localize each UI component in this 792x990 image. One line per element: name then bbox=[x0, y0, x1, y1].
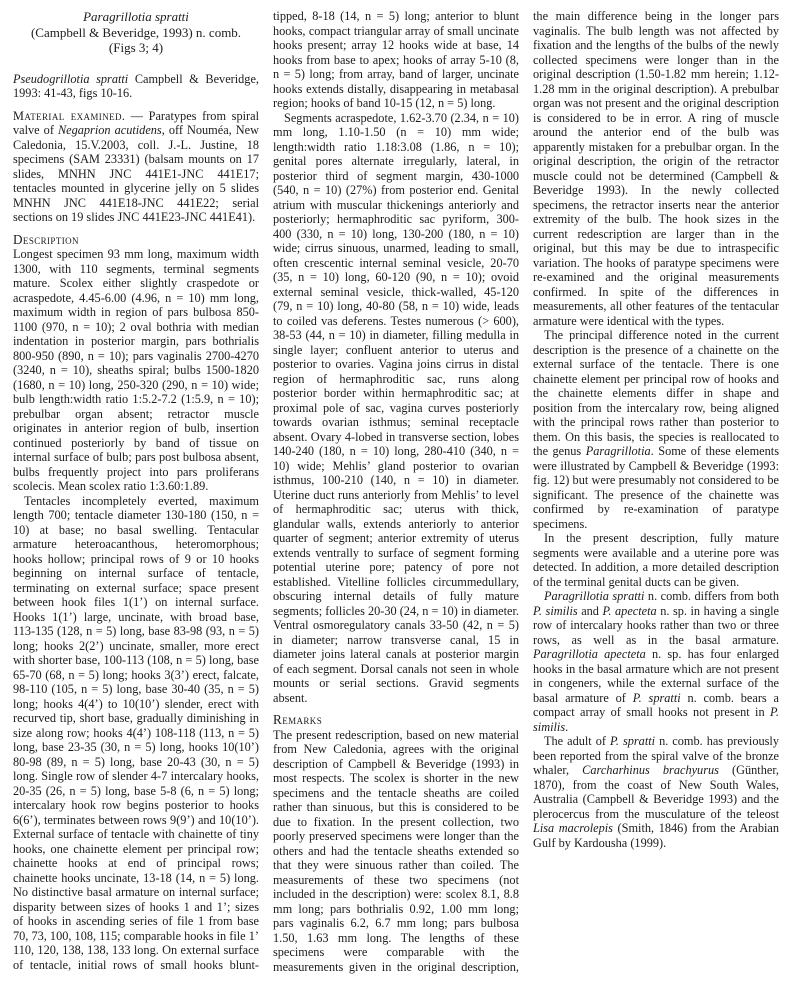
remarks-para-previous-records: The adult of P. spratti n. comb. has previously been reported from the spiral valve of the bronze whaler, Carcharhinus brachyurus (Günther, 1870), from the coast of New South Wales, Australia (Campbell & Beveridge 1993) and the plerocercus from the musculature of the teleost Lisa macrolepis (Smith, 1846) from the Arabian Gulf by Kardousha (1999). bbox=[533, 734, 780, 850]
remarks-para-uterine-pore: In the present description, fully mature segments were available and a uterine pore was detected. In addition, a more detailed description of the terminal genital ducts can be given. bbox=[533, 531, 779, 589]
description-heading: Description bbox=[13, 231, 79, 247]
material-examined: Material examined. — Paratypes from spiral valve of Negaprion acutidens, off Nouméa, New Caledonia, 15.V.2003, coll. J.-L. Justine, 18 specimens (SAM 23331) (balsam mounts on 17 slides, MNHN JNC 441E1-JNC 441E17; tentacles mounted in glycerine jelly on 5 slides MNHN JNC 441E18-JNC 441E22; serial sections on 19 slides JNC 441E23-JNC 441E41). bbox=[13, 108, 260, 224]
figure-reference: (Figs 3; 4) bbox=[108, 40, 164, 55]
taxon-title: Paragrillotia spratti bbox=[83, 9, 189, 24]
remarks-heading: Remarks bbox=[273, 712, 323, 727]
remarks-para-chainette: The principal difference noted in the current description is the presence of a chainette on the external surface of the tentacle. There is one chainette element per principal row of hooks and the chainette elements differ in shape and position from the intercalary row, being aligned with the principal rows rather than posterior to them. On this basis, the species is reallocated to the genus Paragrillotia. Some of these elements were illustrated by Campbell & Beveridge (1993: fig. 12) but were presumably not considered to be significant. The presence of the chainette was confirmed by re-examination of paratype specimens. bbox=[533, 328, 779, 531]
description-para-scolex: Longest specimen 93 mm long, maximum width 1300, with 110 segments, terminal segments mature. Scolex either slightly craspedote or acraspedote, 4.45-6.00 (4.96, n = 10) mm long, maximum width in region of pars bulbosa 850-1100 (970, n = 10); 2 oval bothria with median indentation in posterior margin, pars bothrialis 800-950 (890, n = 10); pars vaginalis 2700-4270 (3240, n = 10), sheaths spiral; bulbs 1500-1820 (1680, n = 10) long, 250-320 (290, n = 10) wide; bulb length:width ratio 1:5.2-7.2 (1:5.9, n = 10); prebulbar organ absent; retractor muscle originates in anterior region of bulb, insertion continued posteriorly by band of tissue on internal surface of bulb; pars post bulbosa absent, bulbs frequently project into pars proliferans scolecis. Mean scolex ratio 1:3.60:1.89. bbox=[13, 247, 259, 493]
taxon-header bbox=[13, 9, 259, 56]
description-para-segments: Segments acraspedote, 1.62-3.70 (2.34, n = 10) mm long, 1.10-1.50 (n = 10) mm wide; length:width ratio 1.18:3.08 (1.86, n = 10); genital pores alternate irregularly, lateral, in posterior third of segment margin, 430-1000 (540, n = 10) (27%) from posterior end. Genital atrium with muscular thickenings anteriorly and posteriorly; hermaphroditic sac pyriform, 300-400 (330, n = 10) long, 130-200 (180, n = 10) wide; cirrus sinuous, unarmed, leading to small, often crescentic internal seminal vesicle, 20-70 (35, n = 10) long, 60-120 (90, n = 10); ovoid external seminal vesicle, thick-walled, 45-120 (79, n = 10) long, 40-80 (58, n = 10) wide, leads to coiled vas deferens. Testes numerous (> 600), 38-53 (44, n = 10) in diameter, filling medulla in single layer; confluent anterior to uterus and posterior to ovaries. Vagina joins cirrus in distal region of hermaphroditic sac, runs along posterior border within hermaphroditic sac; at proximal pole of sac, vagina curves posteriorly towards ovarian isthmus; seminal receptacle absent. Ovary 4-lobed in transverse section, lobes 140-240 (180, n = 10) long, 280-410 (340, n = 10) wide; Mehlis’ gland posterior to ovarian isthmus, 100-210 (140, n = 10) in diameter. Uterine duct runs anteriorly from Mehlis’ to level of hermaphroditic sac; uterus with thick, glandular walls, extends anteriorly to anterior quarter of segment; anterior extremity of uterus extends ventrally to surface of segment forming potential uterine pore; patency of pore not established. Vitelline follicles circummedullary, obscuring internal details of fully mature segments; follicles 20-30 (24, n = 10) in diameter. Ventral osmoregulatory canals 33-50 (42, n = 5) in diameter; narrow transverse canal, 15 in diameter joins lateral canals at posterior margin of each segment. Dorsal canals not seen in whole mounts or serial sections. Gravid segments absent. bbox=[273, 110, 519, 705]
taxon-authority: (Campbell & Beveridge, 1993) n. comb. bbox=[30, 24, 242, 40]
synonymy-entry: Pseudogrillotia spratti Campbell & Beveridge, 1993: 41-43, figs 10-16. bbox=[13, 71, 259, 100]
remarks-para-redescription: The present redescription, based on new material from New Caledonia, agrees with the original description of Campbell & Beveridge (1993) in most respects. The scolex is shorter in the new specimens and the tentacle sheaths are coiled rather than sinuous, but this is considered to be due to fixation. In the present collection, two poorly preserved specimens were longer than the others and had the tentacle sheaths extended so that they were sinuous rather than coiled. The measurements of these two specimens (not included in the description) were: scolex 8.1, 8.8 mm long; pars bothrialis 0.92, 1.00 mm long; pars vaginalis 6.2, 6.7 mm long; pars bulbosa 1.50, 1.63 mm long. The lengths of these specimens were comparable with the measurements given in the original description, the main difference being in the longer pars vaginalis. The bulb length was not affected by fixation and the lengths of the bulbs of the newly collected specimens were longer than in the original description (1.50-1.82 mm herein; 1.12-1.28 mm in the original description). A prebulbar organ was not present and the original description is considered to be in error. A ring of muscle around the anterior end of the bulb was apparently mistaken for a prebulbar organ. In the original description, the origin of the retractor muscle could not be determined (Campbell & Beveridge 1993). In the newly collected specimens, the retractor inserts near the anterior extremity of the bulb. The hook sizes in the current redescription are larger than in the original, but this may be due to intraspecific variation. The hooks of paratype specimens were re-examined and the original measurements confirmed. In spite of the differences in measurements, all other features of the tentacular armature were identical with the types. bbox=[273, 9, 779, 974]
article-columns bbox=[13, 9, 779, 981]
description-para-tentacles: Tentacles incompletely everted, maximum length 700; tentacle diameter 130-180 (150, n = 10) at base; no basal swelling. Tentacular armature heteroacanthous, heteromorphous; hooks hollow; principal rows of 9 or 10 hooks beginning on internal surface of tentacle, terminating on external surface; space present between hook files 1(1’) on internal surface. Hooks 1(1’) large, uncinate, with broad base, 113-135 (128, n = 5) long, base 83-98 (93, n = 5) long; hooks 2(2’) uncinate, smaller, more erect with shorter base, 100-113 (108, n = 5) long, base 65-70 (68, n = 5) long; hooks 3(3’) erect, falcate, 98-110 (105, n = 5) long, base 30-40 (35, n = 5) long; hooks 4(4’) to 10(10’) slender, erect with recurved tip, short base, gradually diminishing in size along row; hooks 4(4’) 108-118 (113, n = 5) long, base 23-35 (30, n = 5) long, hooks 10(10’) 80-98 (89, n = 5) long, base 20-43 (30, n = 5) long. Single row of slender 4-7 intercalary hooks, 20-35 (26, n = 5) long, base 5-8 (6, n = 5) long; intercalary hook row begins posterior to hooks 6(6’), terminates between rows 9(9’) and 10(10’). External surface of tentacle with chainette of tiny hooks, one chainette element per principal row; chainette hooks at end of principal rows; chainette hooks uncinate, 13-18 (14, n = 5) long. No distinctive basal armature on internal surface; disparity between sizes of hooks 1 and 1’; sizes of hooks in ascending series of file 1 from base 70, 73, 100, 108, 115; comparable hooks in file 1’ 110, 120, 138, 138, 133 long. On external surface of tentacle, initial rows of small hooks blunt-tipped, 8-18 (14, n = 5) long; anterior to blunt hooks, compact triangular array of small uncinate hooks present; array 12 hooks wide at base, 14 hooks from base to apex; hooks of array 5-10 (8, n = 5) long; from array, band of larger, uncinate hooks extends distally, disappearing in metabasal region; hooks of band 10-15 (12, n = 5) long. bbox=[13, 9, 519, 972]
remarks-para-comparison: Paragrillotia spratti n. comb. differs from both P. similis and P. apecteta n. sp. in having a single row of intercalary hooks rather than two or three rows, as well as in the basal armature. Paragrillotia apecteta n. sp. has four enlarged hooks in the basal armature which are not present in congeners, while the external surface of the basal armature of P. spratti n. comb. bears a compact array of small hooks not present in P. similis. bbox=[533, 589, 779, 734]
